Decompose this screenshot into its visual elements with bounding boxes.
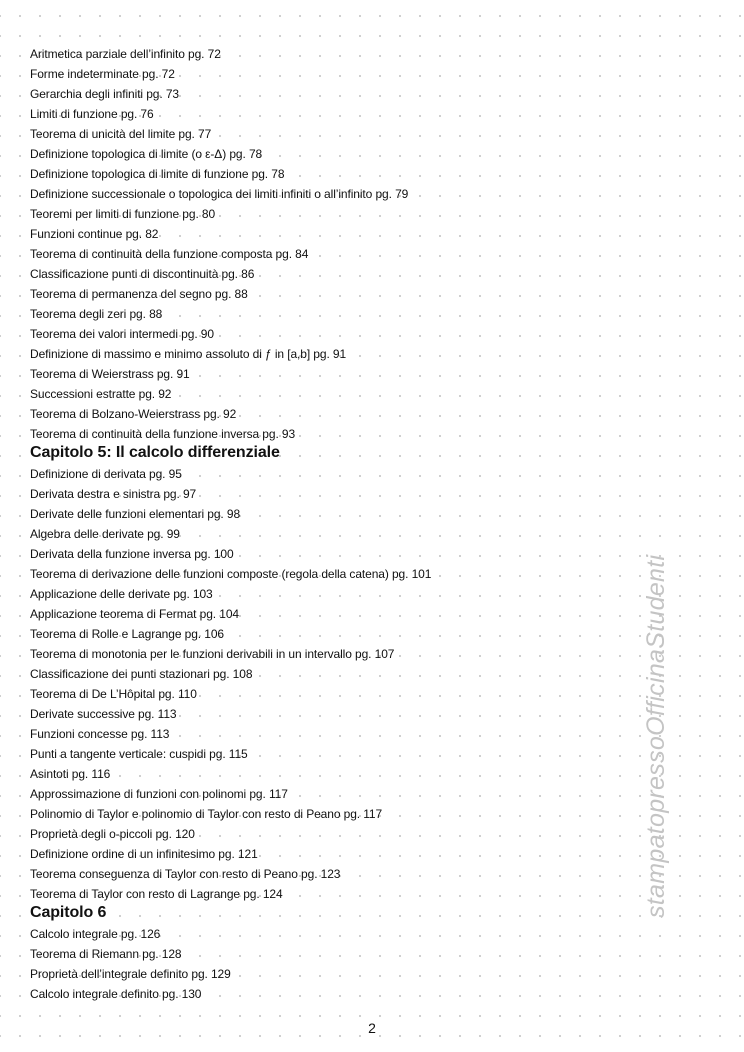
toc-entry: Teorema conseguenza di Taylor con resto di Peano pg. 123 [30, 867, 341, 881]
toc-entry: Teorema di derivazione delle funzioni composte (regola della catena) pg. 101 [30, 567, 432, 581]
toc-entry: Teorema di permanenza del segno pg. 88 [30, 287, 248, 301]
toc-entry: Derivate delle funzioni elementari pg. 98 [30, 507, 241, 521]
toc-entry: Teorema di Rolle e Lagrange pg. 106 [30, 627, 224, 641]
toc-entry: Teorema di Weierstrass pg. 91 [30, 367, 190, 381]
toc-entry: Teorema di De L’Hôpital pg. 110 [30, 687, 197, 701]
toc-entry: Definizione topologica di limite (o ε-Δ) pg. 78 [30, 147, 263, 161]
toc-entry: Forme indeterminate pg. 72 [30, 67, 175, 81]
toc-entry: Approssimazione di funzioni con polinomi pg. 117 [30, 787, 288, 801]
toc-entry: Teorema di monotonia per le funzioni derivabili in un intervallo pg. 107 [30, 647, 395, 661]
toc-entry: Limiti di funzione pg. 76 [30, 107, 154, 121]
toc-entry: Applicazione delle derivate pg. 103 [30, 587, 213, 601]
toc-entry: Derivata della funzione inversa pg. 100 [30, 547, 234, 561]
toc-entry: Proprietà degli o-piccoli pg. 120 [30, 827, 195, 841]
toc-entry: Teorema di unicità del limite pg. 77 [30, 127, 212, 141]
toc-entry: Teorema di continuità della funzione composta pg. 84 [30, 247, 309, 261]
toc-entry: Classificazione punti di discontinuità pg. 86 [30, 267, 255, 281]
watermark: stampatopressoOfficinaStudenti [642, 554, 670, 918]
toc-entry: Calcolo integrale pg. 126 [30, 927, 161, 941]
toc-entry: Teorema dei valori intermedi pg. 90 [30, 327, 214, 341]
toc-entry: Aritmetica parziale dell’infinito pg. 72 [30, 47, 221, 61]
toc-entry: Derivate successive pg. 113 [30, 707, 177, 721]
table-of-contents [30, 44, 630, 1004]
toc-entry: Gerarchia degli infiniti pg. 73 [30, 87, 179, 101]
toc-entry: Teorema degli zeri pg. 88 [30, 307, 163, 321]
toc-entry: Teorema di Taylor con resto di Lagrange pg. 124 [30, 887, 283, 901]
toc-entry: Classificazione dei punti stazionari pg. 108 [30, 667, 253, 681]
toc-entry: Teorema di Riemann pg. 128 [30, 947, 182, 961]
chapter-heading: Capitolo 5: Il calcolo differenziale [30, 444, 280, 461]
chapter-heading: Capitolo 6 [30, 904, 107, 921]
toc-entry: Teorema di Bolzano-Weierstrass pg. 92 [30, 407, 237, 421]
toc-entry: Teorema di continuità della funzione inversa pg. 93 [30, 427, 296, 441]
toc-entry: Calcolo integrale definito pg. 130 [30, 987, 202, 1001]
toc-entry: Definizione ordine di un infinitesimo pg. 121 [30, 847, 258, 861]
page-number: 2 [368, 1020, 376, 1036]
toc-entry: Polinomio di Taylor e polinomio di Taylor con resto di Peano pg. 117 [30, 807, 383, 821]
toc-entry: Derivata destra e sinistra pg. 97 [30, 487, 197, 501]
toc-entry: Applicazione teorema di Fermat pg. 104 [30, 607, 239, 621]
toc-entry: Funzioni continue pg. 82 [30, 227, 159, 241]
toc-entry: Definizione di derivata pg. 95 [30, 467, 182, 481]
toc-entry: Funzioni concesse pg. 113 [30, 727, 170, 741]
toc-entry: Successioni estratte pg. 92 [30, 387, 172, 401]
toc-entry: Definizione di massimo e minimo assoluto di ƒ in [a,b] pg. 91 [30, 347, 347, 361]
toc-entry: Definizione topologica di limite di funzione pg. 78 [30, 167, 285, 181]
toc-entry: Asintoti pg. 116 [30, 767, 111, 781]
toc-entry: Proprietà dell’integrale definito pg. 129 [30, 967, 231, 981]
toc-entry: Algebra delle derivate pg. 99 [30, 527, 180, 541]
toc-entry: Punti a tangente verticale: cuspidi pg. 115 [30, 747, 248, 761]
toc-entry: Teoremi per limiti di funzione pg. 80 [30, 207, 216, 221]
toc-entry: Definizione successionale o topologica dei limiti infiniti o all’infinito pg. 79 [30, 187, 409, 201]
